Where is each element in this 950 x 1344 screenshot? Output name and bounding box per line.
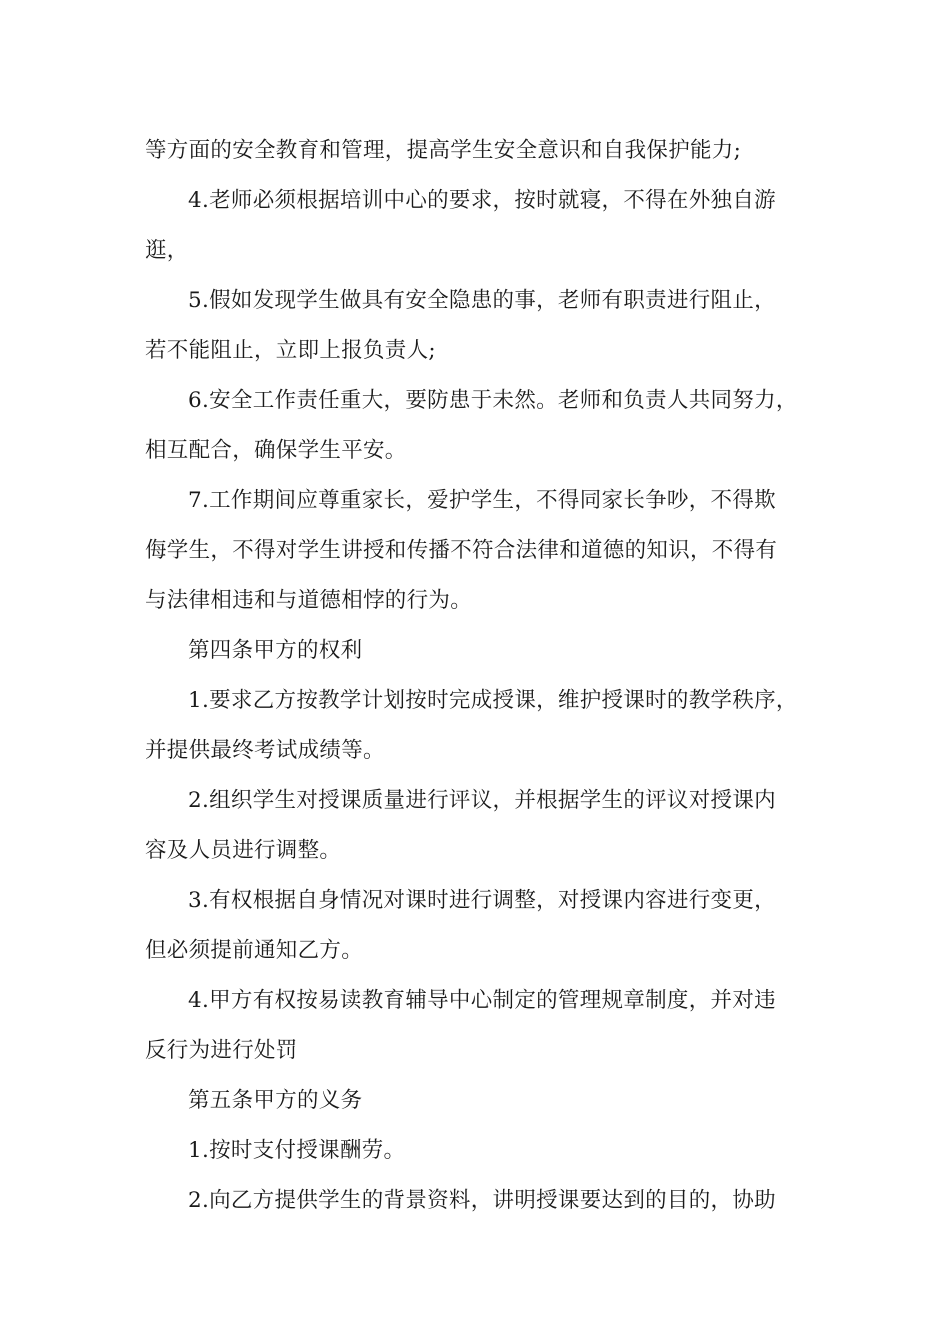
text-line: 但必须提前通知乙方。 <box>145 938 364 963</box>
text-line: 与法律相违和与道德相悖的行为。 <box>145 588 473 613</box>
section-heading: 第五条甲方的义务 <box>188 1088 363 1113</box>
text-line: 反行为进行处罚 <box>145 1038 298 1063</box>
text-line: 6.安全工作责任重大，要防患于未然。老师和负责人共同努力， <box>188 388 798 413</box>
section-heading: 第四条甲方的权利 <box>188 638 363 663</box>
text-line: 等方面的安全教育和管理，提高学生安全意识和自我保护能力; <box>145 138 742 163</box>
text-line: 并提供最终考试成绩等。 <box>145 738 385 763</box>
text-line: 4.老师必须根据培训中心的要求，按时就寝，不得在外独自游 <box>188 188 776 213</box>
text-line: 7.工作期间应尊重家长，爱护学生，不得同家长争吵，不得欺 <box>188 488 776 513</box>
text-line: 侮学生，不得对学生讲授和传播不符合法律和道德的知识，不得有 <box>145 538 778 563</box>
text-line: 相互配合，确保学生平安。 <box>145 438 407 463</box>
text-line: 4.甲方有权按易读教育辅导中心制定的管理规章制度，并对违 <box>188 988 776 1013</box>
text-line: 2.组织学生对授课质量进行评议，并根据学生的评议对授课内 <box>188 788 776 813</box>
text-line: 1.要求乙方按教学计划按时完成授课，维护授课时的教学秩序， <box>188 688 798 713</box>
text-line: 5.假如发现学生做具有安全隐患的事，老师有职责进行阻止， <box>188 288 776 313</box>
text-line: 逛， <box>145 238 189 263</box>
text-line: 1.按时支付授课酬劳。 <box>188 1138 406 1163</box>
text-line: 容及人员进行调整。 <box>145 838 342 863</box>
text-line: 若不能阻止，立即上报负责人; <box>145 338 436 363</box>
text-line: 2.向乙方提供学生的背景资料，讲明授课要达到的目的，协助 <box>188 1188 776 1213</box>
text-line: 3.有权根据自身情况对课时进行调整，对授课内容进行变更， <box>188 888 776 913</box>
